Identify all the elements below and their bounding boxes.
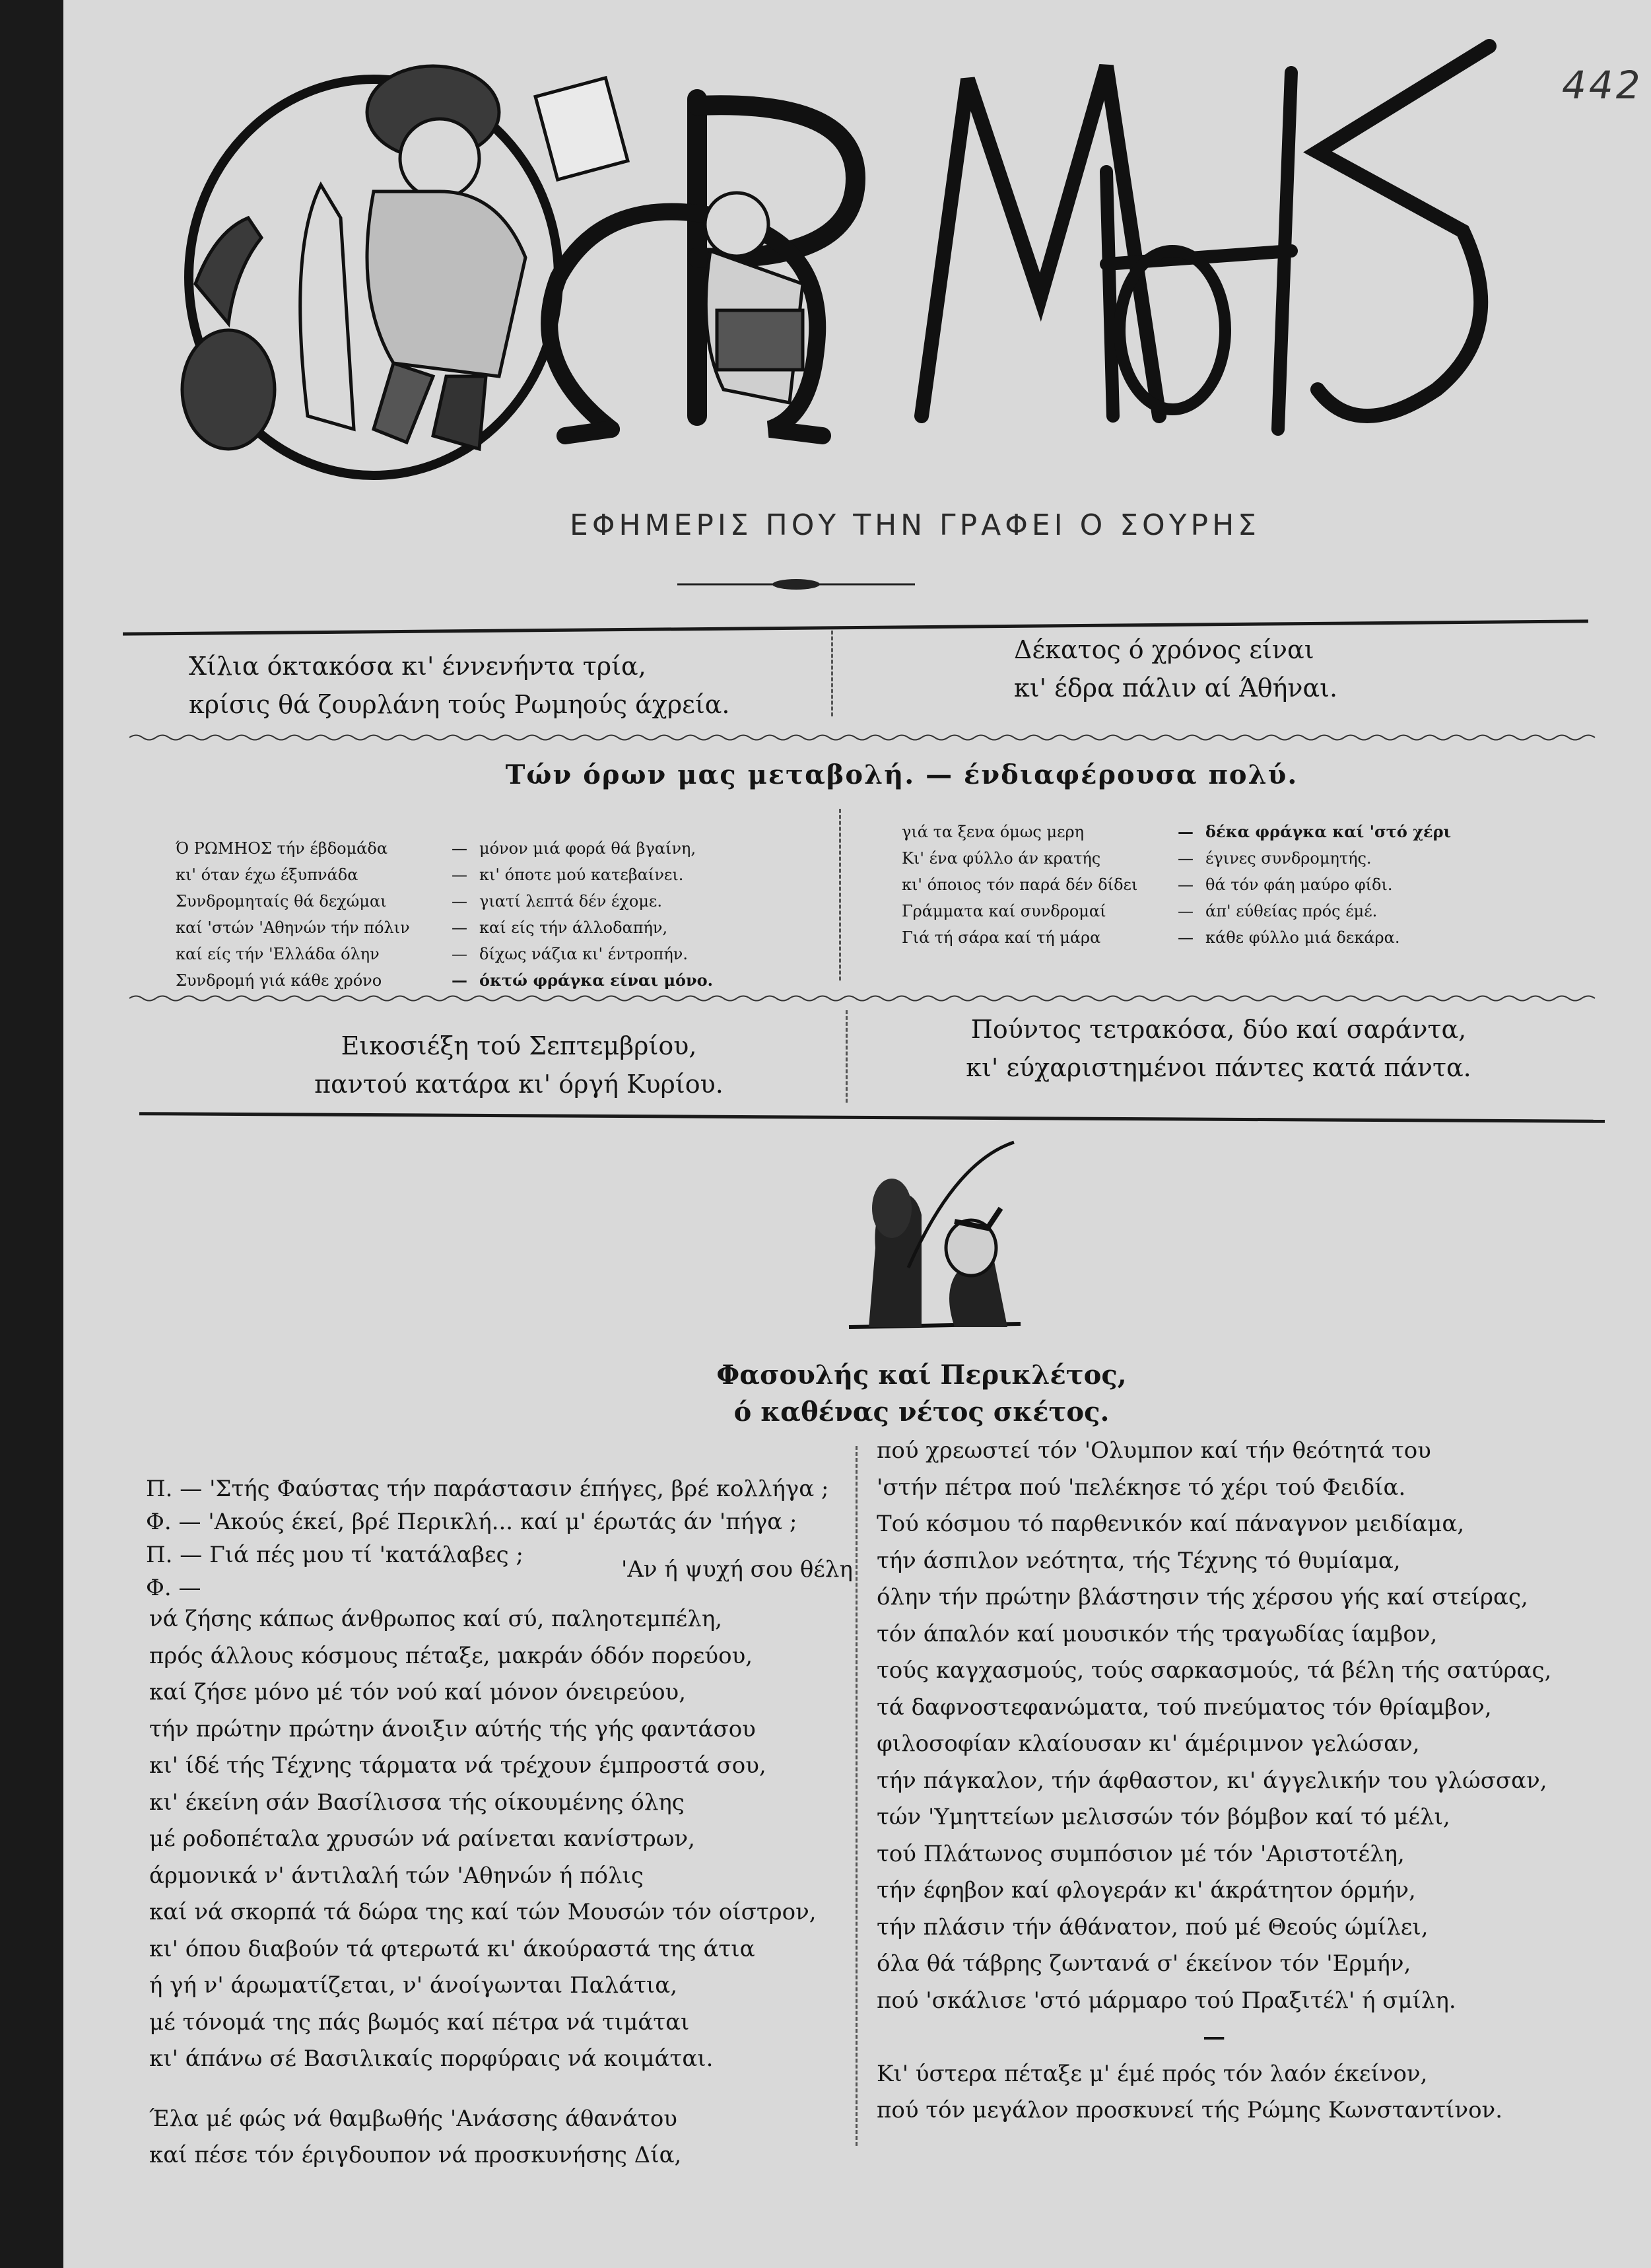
terms-cell: κι' όταν έχω έξυπνάδα <box>176 866 358 884</box>
poem-left-column <box>149 1601 817 2174</box>
caricature-vignette <box>823 1136 1034 1334</box>
verse-line: Κι' ύστερα πέταξε μ' έμέ πρός τόν λαόν έκείνον, <box>877 2060 1428 2087</box>
terms-sep: — <box>452 866 467 884</box>
terms-right-column <box>902 819 1451 951</box>
terms-cell: Κι' ένα φύλλο άν κρατής <box>902 849 1101 868</box>
terms-cell: δέκα φράγκα καί 'στό χέρι <box>1205 822 1452 841</box>
terms-title: Τών όρων μας μεταβολή. — ένδιαφέρουσα πολύ. <box>505 759 1298 790</box>
verse-line: καί ζήσε μόνο μέ τόν νού καί μόνον όνειρεύου, <box>149 1679 687 1705</box>
verse-line: νά ζήσης κάπως άνθρωπος καί σύ, παληοτεμπέλη, <box>149 1606 723 1632</box>
terms-row <box>902 872 1451 898</box>
terms-row <box>902 819 1451 845</box>
poem-title <box>591 1357 1252 1431</box>
verse-line: τούς καγχασμούς, τούς σαρκασμούς, τά βέλη τής σατύρας, <box>877 1657 1552 1684</box>
terms-cell: θά τόν φάη μαύρο φίδι. <box>1205 876 1393 894</box>
column-divider <box>856 1446 858 2146</box>
verse-line: Έλα μέ φώς νά θαμβωθής 'Ανάσσης άθανάτου <box>149 2105 677 2132</box>
verse-line: τήν έφηβον καί φλογεράν κι' άκράτητον όρμήν, <box>877 1877 1416 1904</box>
verse-line: τά δαφνοστεφανώματα, τού πνεύματος τόν θρίαμβον, <box>877 1694 1492 1721</box>
verse-line: τών 'Υμηττείων μελισσών τόν βόμβον καί τό μέλι, <box>877 1804 1450 1830</box>
terms-sep: — <box>452 839 467 858</box>
verse-line: τόν άπαλόν καί μουσικόν τής τραγωδίας ίαμβον, <box>877 1620 1438 1647</box>
terms-cell: γιατί λεπτά δέν έχομε. <box>479 892 662 911</box>
verse-line: άρμονικά ν' άντιλαλή τών 'Αθηνών ή πόλις <box>149 1862 644 1889</box>
verse-line: κι' άπάνω σέ Βασιλικαίς πορφύραις νά κοιμάται. <box>149 2045 714 2072</box>
verse-line: καί πέσε τόν έριγδουπον νά προσκυνήσης Δία, <box>149 2142 682 2168</box>
verse-line: Εικοσιέξη τού Σεπτεμβρίου, <box>341 1031 697 1060</box>
column-divider <box>839 809 841 980</box>
masthead-subtitle: ΕΦΗΜΕΡΙΣ ΠΟΥ ΤΗΝ ΓΡΑΦΕΙ Ο ΣΟΥΡΗΣ <box>570 508 1260 542</box>
header-rule-bottom <box>139 1112 1605 1123</box>
dialog-text: 'Ακούς έκεί, βρέ Περικλή... καί μ' έρωτάς άν 'πήγα ; <box>208 1509 797 1535</box>
poem-dialog <box>146 1472 853 1604</box>
poem-title-line: ό καθένας νέτος σκέτος. <box>733 1396 1110 1427</box>
terms-sep: — <box>1178 849 1194 868</box>
verse-line: τήν πλάσιν τήν άθάνατον, πού μέ Θεούς ώμίλει, <box>877 1913 1429 1941</box>
terms-row <box>176 941 713 967</box>
terms-cell: μόνον μιά φορά θά βγαίνη, <box>479 839 696 858</box>
verse-line: κι' όπου διαβούν τά φτερωτά κι' άκούραστά της άτια <box>149 1935 755 1962</box>
verse-line: καί νά σκορπά τά δώρα της καί τών Μουσών τόν οίστρον, <box>149 1899 817 1925</box>
verse-line: όλα θά τάβρης ζωντανά σ' έκείνον τόν 'Ερμήν, <box>877 1950 1411 1977</box>
terms-sep: — <box>452 892 467 911</box>
verse-line: τήν άσπιλον νεότητα, τής Τέχνης τό θυμίαμα, <box>877 1547 1401 1574</box>
verse-line: Πούντος τετρακόσα, δύο καί σαράντα, <box>970 1015 1467 1044</box>
column-divider <box>846 1010 848 1103</box>
dialog-tail: 'Αν ή ψυχή σου θέλη <box>621 1556 853 1583</box>
verse-line: 'στήν πέτρα πού 'πελέκησε τό χέρι τού Φειδία. <box>877 1474 1406 1501</box>
terms-cell: δίχως νάζια κι' έντροπήν. <box>479 945 688 963</box>
terms-row <box>176 888 713 914</box>
dialog-text: Γιά πές μου τί 'κατάλαβες ; <box>209 1542 523 1568</box>
binding-spine <box>0 0 63 2268</box>
terms-cell: Συνδρομηταίς θά δεχώμαι <box>176 892 387 911</box>
terms-row <box>176 835 713 862</box>
verse-line: μέ τόνομά της πάς βωμός καί πέτρα νά τιμάται <box>149 2009 690 2036</box>
dialog-speaker: Π. — <box>146 1476 203 1502</box>
dialog-line <box>146 1556 853 1604</box>
terms-cell: Ό ΡΩΜΗΟΣ τήν έβδομάδα <box>176 839 388 858</box>
masthead-logo <box>156 20 1509 482</box>
verse-line: κι' έκείνη σάν Βασίλισσα τής οίκουμένης όλης <box>149 1789 685 1816</box>
terms-cell: Γράμματα καί συνδρομαί <box>902 902 1106 920</box>
verse-line: ή γή ν' άρωματίζεται, ν' άνοίγωνται Παλάτια, <box>149 1972 678 1999</box>
page-number: 442 <box>1562 63 1643 108</box>
terms-sep: — <box>1178 876 1194 894</box>
terms-cell: άπ' εύθείας πρός έμέ. <box>1205 902 1378 920</box>
terms-sep: — <box>1178 928 1194 947</box>
dialog-line <box>146 1505 828 1538</box>
verse-line: Τού κόσμου τό παρθενικόν καί πάναγνον μειδίαμα, <box>877 1511 1465 1537</box>
terms-sep: — <box>1178 902 1194 920</box>
verse-line: τού Πλάτωνος συμπόσιον μέ τόν 'Αριστοτέλη, <box>877 1840 1405 1867</box>
terms-row <box>176 862 713 888</box>
terms-row <box>902 898 1451 924</box>
terms-cell: έγινες συνδρομητής. <box>1205 849 1372 868</box>
terms-sep: — <box>1178 822 1194 841</box>
newspaper-page <box>63 0 1651 2268</box>
dialog-text: 'Στής Φαύστας τήν παράστασιν έπήγες, βρέ κολλήγα ; <box>209 1476 829 1502</box>
terms-cell: κι' όποιος τόν παρά δέν δίδει <box>902 876 1138 894</box>
dialog-speaker: Π. — <box>146 1542 203 1568</box>
verse-line: πού 'σκάλισε 'στό μάρμαρο τού Πραξιτέλ' ή σμίλη. <box>877 1987 1456 2014</box>
terms-cell: Συνδρομή γιά κάθε χρόνο <box>176 971 382 990</box>
top-couplet-right <box>1014 631 1337 707</box>
terms-sep: — <box>452 918 467 937</box>
dialog-line <box>146 1472 828 1505</box>
verse-line: Δέκατος ό χρόνος είναι <box>1014 635 1314 664</box>
verse-line: μέ ροδοπέταλα χρυσών νά ραίνεται κανίστρων, <box>149 1826 695 1852</box>
top-couplet-left <box>189 647 730 724</box>
terms-cell: κάθε φύλλο μιά δεκάρα. <box>1205 928 1400 947</box>
wavy-rule <box>129 733 1601 742</box>
header-rule-top <box>123 619 1588 635</box>
verse-line: κι' εύχαριστημένοι πάντες κατά πάντα. <box>966 1053 1471 1082</box>
terms-cell: καί είς τήν 'Ελλάδα όλην <box>176 945 380 963</box>
terms-row <box>176 967 713 994</box>
column-divider <box>831 631 833 716</box>
verse-line: Χίλια όκτακόσα κι' έννενήντα τρία, <box>189 652 646 681</box>
wavy-rule <box>129 994 1601 1003</box>
verse-line: πού χρεωστεί τόν 'Ολυμπον καί τήν θεότητά του <box>877 1437 1431 1464</box>
dialog-speaker: Φ. — <box>146 1575 201 1601</box>
verse-line: κι' έδρα πάλιν αί Άθήναι. <box>1014 673 1338 703</box>
terms-row <box>902 924 1451 951</box>
bottom-couplet-left <box>255 1027 783 1103</box>
verse-line: κι' ίδέ τής Τέχνης τάρματα νά τρέχουν έμπροστά σου, <box>149 1752 766 1779</box>
poem-title-line: Φασουλής καί Περικλέτος, <box>716 1359 1127 1391</box>
verse-line: τήν πρώτην πρώτην άνοιξιν αύτής τής γής φαντάσου <box>149 1715 756 1742</box>
terms-row <box>902 845 1451 872</box>
section-dash: — <box>1203 2024 1226 2050</box>
terms-left-column <box>176 835 713 994</box>
terms-cell: καί 'στών 'Αθηνών τήν πόλιν <box>176 918 410 937</box>
verse-line: φιλοσοφίαν κλαίουσαν κι' άμέριμνον γελώσαν, <box>877 1731 1420 1757</box>
terms-sep: — <box>452 971 467 990</box>
terms-cell: γιά τα ξενα όμως μερη <box>902 823 1084 841</box>
verse-line: πρός άλλους κόσμους πέταξε, μακράν όδόν πορεύου, <box>149 1642 753 1669</box>
verse-line: όλην τήν πρώτην βλάστησιν τής χέρσου γής καί στείρας, <box>877 1584 1528 1610</box>
poem-right-column <box>877 1433 1551 2129</box>
dialog-speaker: Φ. — <box>146 1509 201 1535</box>
verse-line: τήν πάγκαλον, τήν άφθαστον, κι' άγγελικήν του γλώσσαν, <box>877 1767 1547 1794</box>
terms-cell: κι' όποτε μού κατεβαίνει. <box>479 866 684 884</box>
ornament-divider <box>677 574 915 594</box>
terms-cell: καί είς τήν άλλοδαπήν, <box>479 918 668 937</box>
bottom-couplet-right <box>922 1010 1516 1087</box>
terms-cell: Γιά τή σάρα καί τή μάρα <box>902 928 1101 947</box>
verse-line: παντού κατάρα κι' όργή Κυρίου. <box>314 1070 724 1099</box>
terms-sep: — <box>452 945 467 963</box>
verse-line: πού τόν μεγάλον προσκυνεί τής Ρώμης Κωνσταντίνον. <box>877 2097 1503 2123</box>
verse-line: κρίσις θά ζουρλάνη τούς Ρωμηούς άχρεία. <box>189 690 730 719</box>
terms-row <box>176 914 713 941</box>
terms-cell: όκτώ φράγκα είναι μόνο. <box>479 971 714 990</box>
